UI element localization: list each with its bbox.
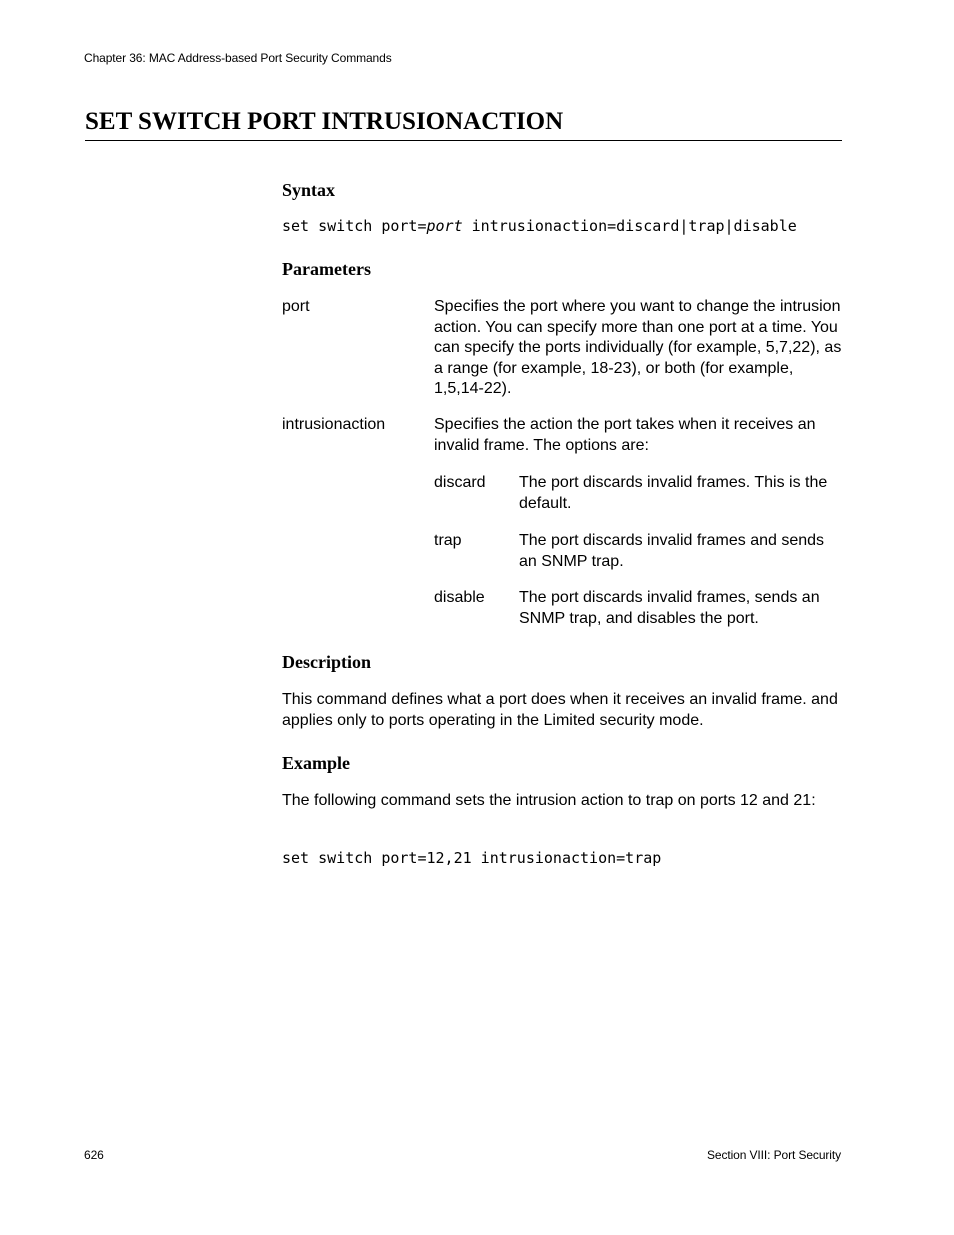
example-code: set switch port=12,21 intrusionaction=trap <box>282 849 662 867</box>
example-text: The following command sets the intrusion action to trap on ports 12 and 21: <box>282 792 816 809</box>
param-desc-intrusionaction: Specifies the action the port takes when it receives an invalid frame. The options are: <box>434 416 816 454</box>
syntax-heading: Syntax <box>282 180 336 200</box>
footer-section: Section VIII: Port Security <box>706 1148 841 1162</box>
option-name-discard: discard <box>434 474 486 491</box>
running-header: Chapter 36: MAC Address-based Port Security Commands <box>84 51 392 65</box>
option-desc-disable: The port discards invalid frames, sends an SNMP trap, and disables the port. <box>519 589 820 627</box>
syntax-code <box>282 216 797 236</box>
option-name-disable: disable <box>434 589 485 606</box>
option-name-trap: trap <box>434 532 462 549</box>
param-name-intrusionaction: intrusionaction <box>282 416 386 433</box>
option-desc-discard: The port discards invalid frames. This is the default. <box>519 474 828 512</box>
title-divider <box>85 140 842 141</box>
page-title: SET SWITCH PORT INTRUSIONACTION <box>85 108 564 135</box>
parameters-heading: Parameters <box>282 259 371 279</box>
param-name-port: port <box>282 298 310 315</box>
syntax-arg: port <box>426 217 463 235</box>
syntax-prefix: set switch port= <box>282 217 427 235</box>
example-heading: Example <box>282 753 351 773</box>
param-desc-port: Specifies the port where you want to change the intrusion action. You can specify more than one port at a time. You can specify the ports individually (for example, 5,7,22), as a range (for example, 18-23), or both (for example, 1,5,14-22). <box>434 298 842 397</box>
page-number: 626 <box>84 1148 104 1162</box>
option-desc-trap: The port discards invalid frames and sends an SNMP trap. <box>519 532 825 570</box>
syntax-suffix: intrusionaction=discard|trap|disable <box>462 217 797 235</box>
description-text: This command defines what a port does when it receives an invalid frame. and applies only to ports operating in the Limited security mode. <box>282 691 838 729</box>
description-heading: Description <box>282 652 371 672</box>
